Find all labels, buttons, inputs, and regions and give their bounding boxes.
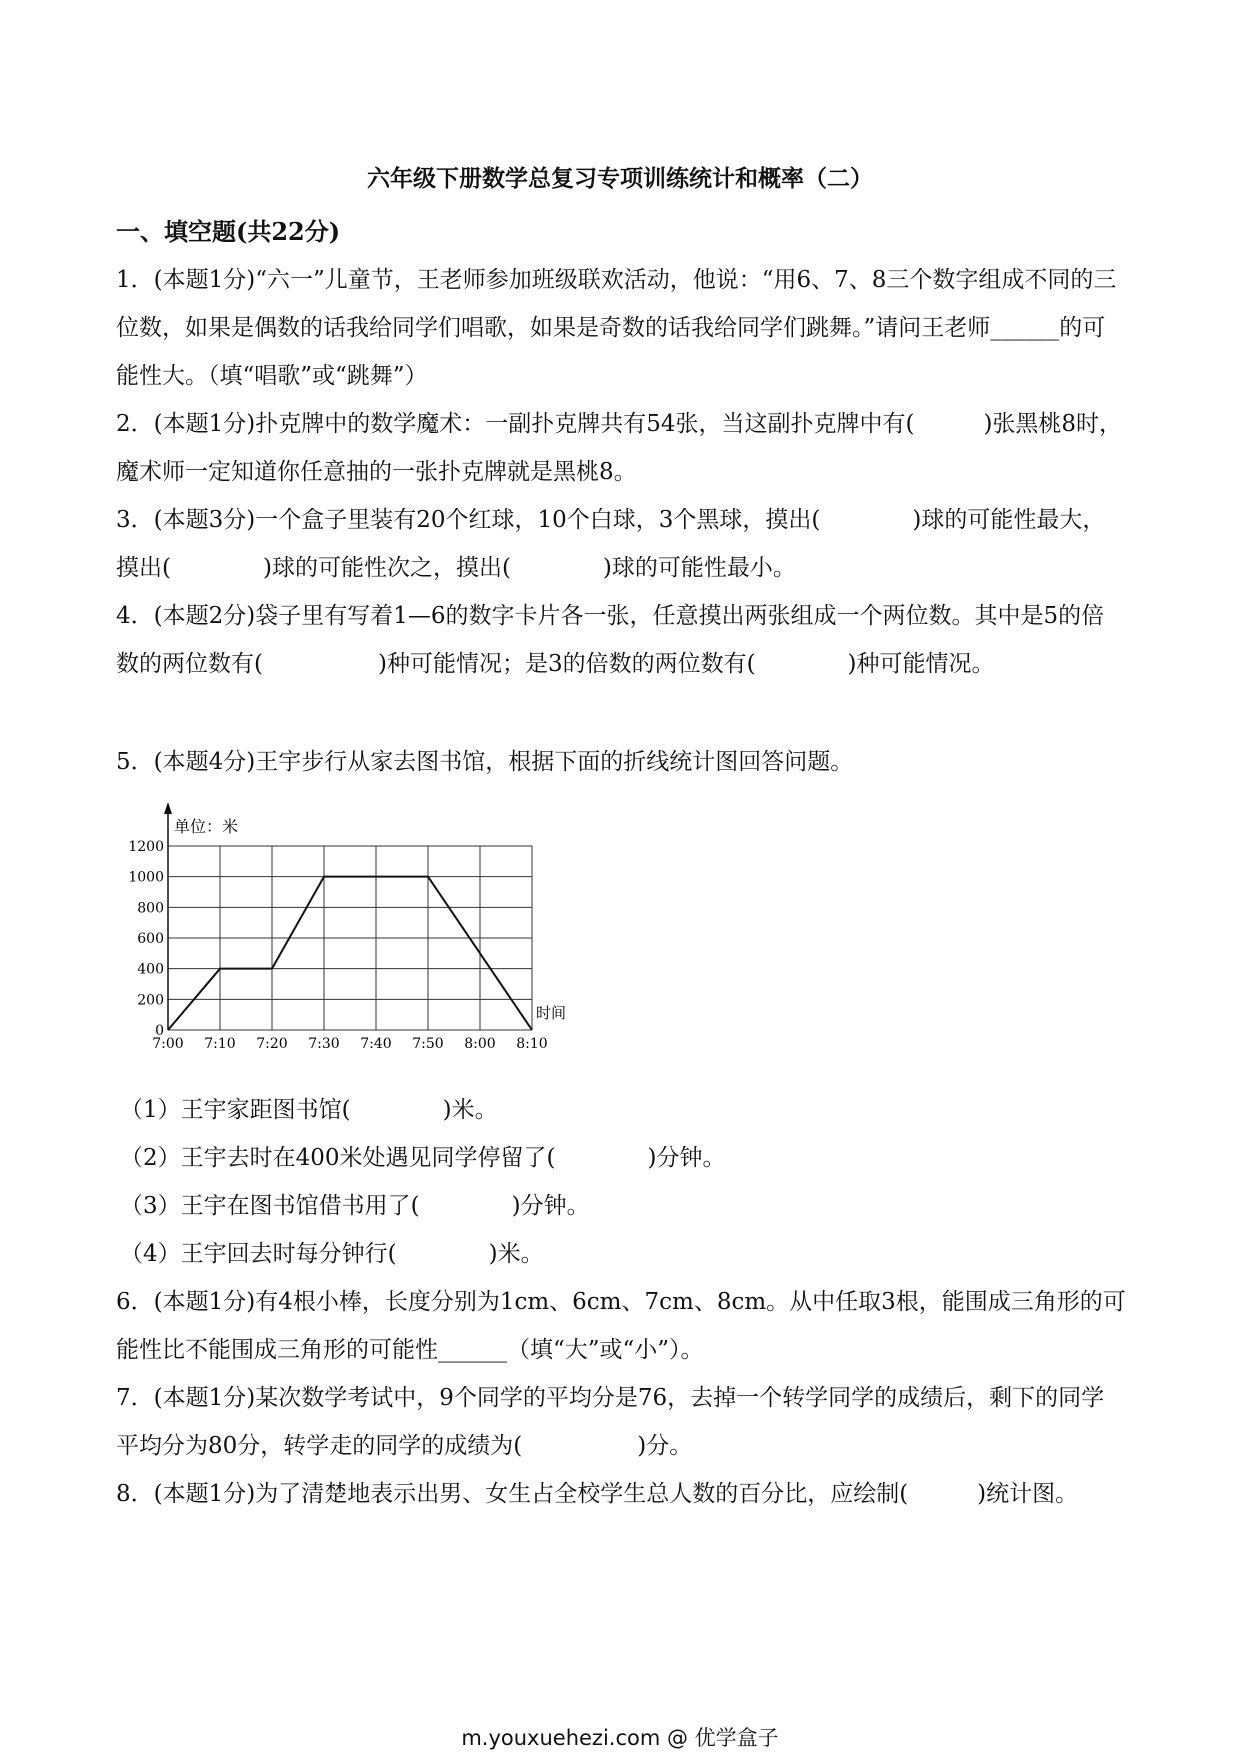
question-5-sub-4: （4）王宇回去时每分钟行( )米。 xyxy=(120,1241,544,1267)
x-axis-label: 时间 xyxy=(536,1004,567,1022)
x-tick-label: 7:10 xyxy=(204,1036,236,1052)
x-tick-label: 8:00 xyxy=(464,1036,496,1052)
question-1: 1．(本题1分)“六一”儿童节，王老师参加班级联欢活动，他说：“用6、7、8三个数字组成不同的三位数，如果是偶数的话我给同学们唱歌，如果是奇数的话我给同学们跳舞。”请问王老师______的可能性大。（填“唱歌”或“跳舞”） xyxy=(116,267,1117,389)
series-line xyxy=(168,877,532,1030)
y-axis-label: 单位：米 xyxy=(174,817,239,836)
y-tick-label: 0 xyxy=(155,1023,164,1039)
question-4: 4．(本题2分)袋子里有写着1—6的数字卡片各一张，任意摸出两张组成一个两位数。其中是5的倍数的两位数有( )种可能情况；是3的倍数的两位数有( )种可能情况。 xyxy=(116,603,1105,677)
question-5-sub-1: （1）王宇家距图书馆( )米。 xyxy=(120,1097,498,1123)
x-tick-label: 7:00 xyxy=(152,1036,184,1052)
y-tick-label: 600 xyxy=(137,931,164,947)
question-3: 3．(本题3分)一个盒子里装有20个红球，10个白球，3个黑球，摸出( )球的可能性最大，摸出( )球的可能性次之，摸出( )球的可能性最小。 xyxy=(116,507,1106,581)
question-2: 2．(本题1分)扑克牌中的数学魔术：一副扑克牌共有54张，当这副扑克牌中有( )张黑桃8时，魔术师一定知道你任意抽的一张扑克牌就是黑桃8。 xyxy=(116,411,1123,485)
x-tick-labels xyxy=(152,1036,547,1052)
y-axis-arrow xyxy=(164,802,172,814)
x-tick-label: 7:40 xyxy=(360,1036,392,1052)
x-tick-label: 8:10 xyxy=(516,1036,548,1052)
question-5-sub-2: （2）王宇去时在400米处遇见同学停留了( )分钟。 xyxy=(120,1145,726,1171)
x-tick-label: 7:20 xyxy=(256,1036,288,1052)
x-tick-label: 7:30 xyxy=(308,1036,340,1052)
question-5-sub-3: （3）王宇在图书馆借书用了( )分钟。 xyxy=(120,1193,590,1219)
question-8: 8．(本题1分)为了清楚地表示出男、女生占全校学生总人数的百分比，应绘制( )统计图。 xyxy=(116,1481,1079,1507)
y-tick-label: 1200 xyxy=(128,839,164,855)
section-heading: 一、填空题(共22分) xyxy=(116,217,341,246)
line-chart xyxy=(128,800,570,1052)
y-tick-label: 800 xyxy=(137,900,164,917)
question-6: 6．(本题1分)有4根小棒，长度分别为1cm、6cm、7cm、8cm。从中任取3根，能围成三角形的可能性比不能围成三角形的可能性______（填“大”或“小”）。 xyxy=(116,1289,1126,1363)
y-tick-label: 1000 xyxy=(128,869,164,886)
question-5: 5．(本题4分)王宇步行从家去图书馆，根据下面的折线统计图回答问题。 xyxy=(116,749,854,775)
page-title: 六年级下册数学总复习专项训练统计和概率（二） xyxy=(367,165,873,192)
question-7: 7．(本题1分)某次数学考试中，9个同学的平均分是76，去掉一个转学同学的成绩后，剩下的同学平均分为80分，转学走的同学的成绩为( )分。 xyxy=(116,1385,1105,1459)
y-tick-label: 200 xyxy=(137,992,164,1009)
chart-grid xyxy=(168,846,532,1030)
y-tick-labels xyxy=(128,839,164,1039)
x-tick-label: 7:50 xyxy=(412,1036,444,1052)
footer-watermark: m.youxuehezi.com @ 优学盒子 xyxy=(461,1726,779,1750)
y-tick-label: 400 xyxy=(137,961,164,978)
chart-axes xyxy=(164,802,172,1030)
